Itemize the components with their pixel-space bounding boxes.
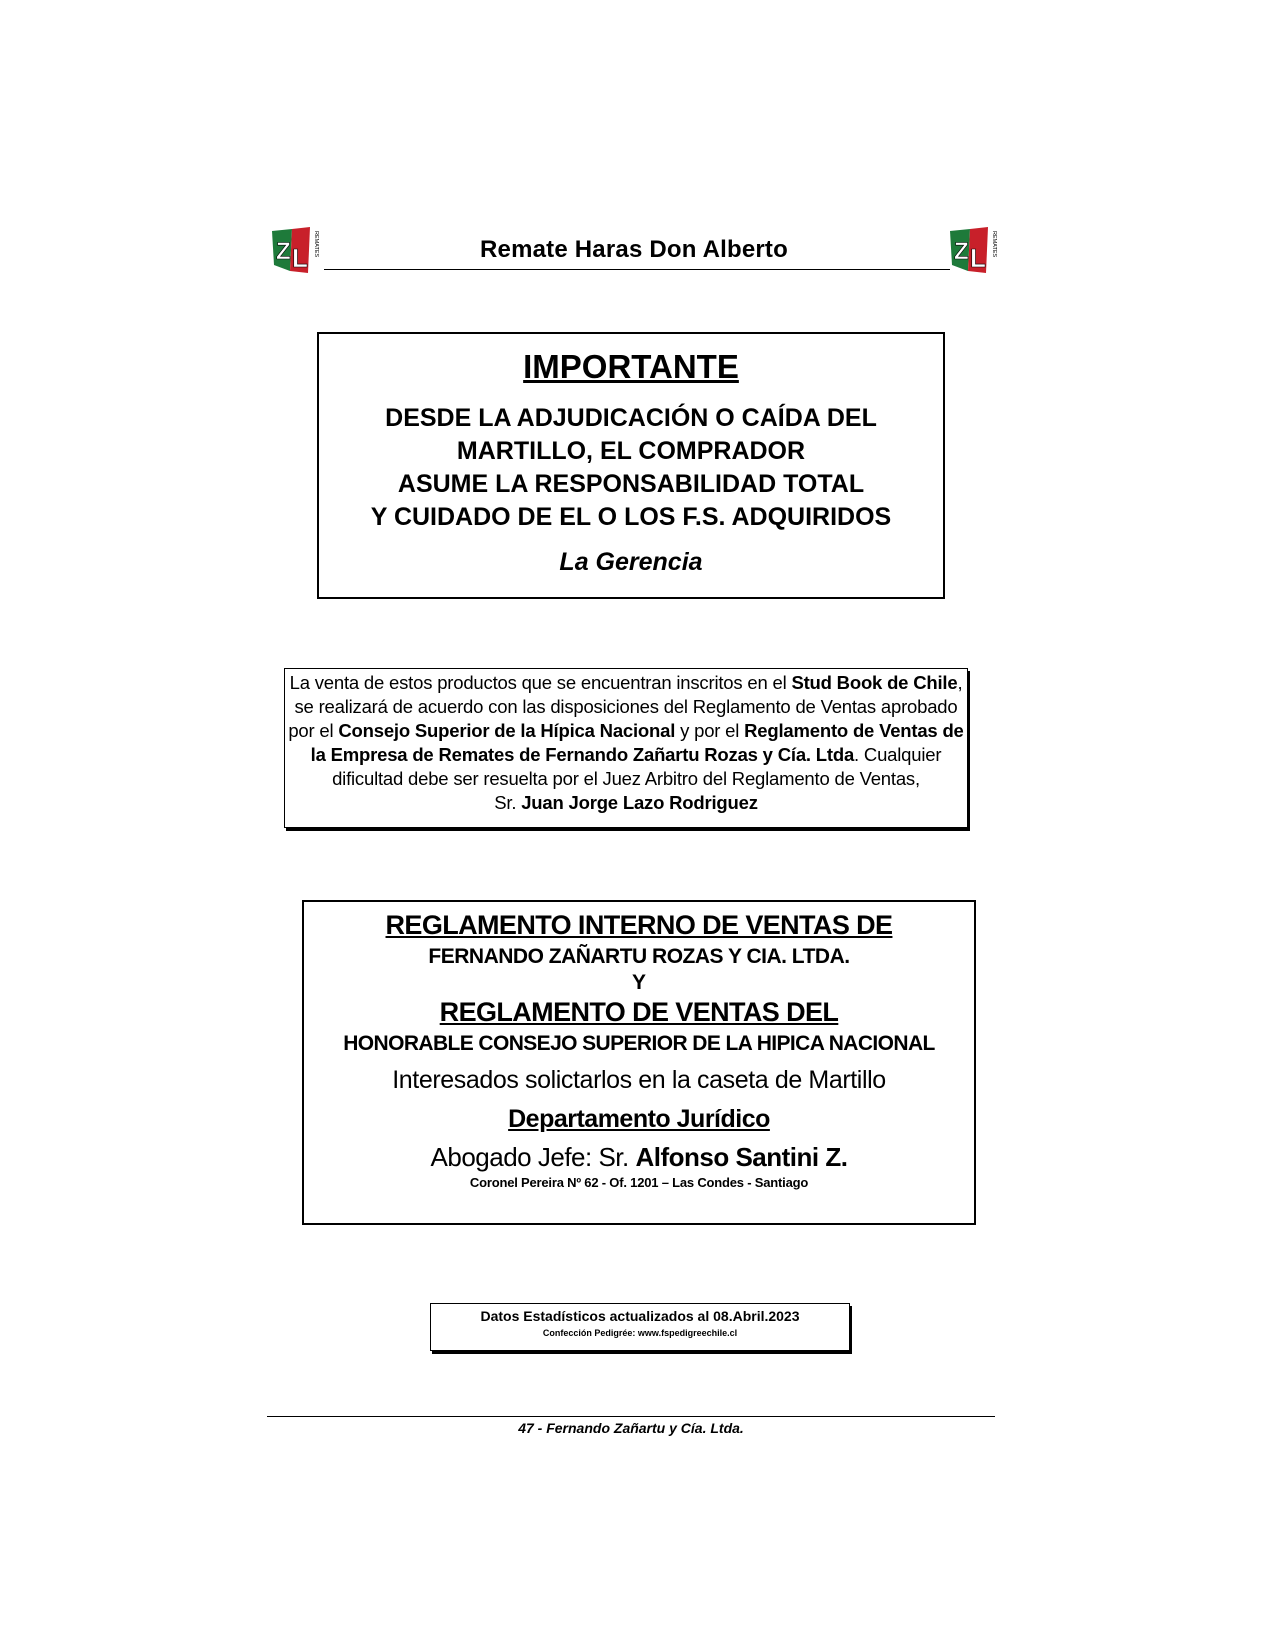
notice-text: Sr. (494, 792, 522, 813)
legal-department-title: Departamento Jurídico (508, 1105, 770, 1133)
important-line: ASUME LA RESPONSABILIDAD TOTAL (397, 470, 865, 498)
pedigree-credit: Confección Pedigrée: www.fspedigreechile.cl (542, 1328, 738, 1338)
regulation-heading-internal: REGLAMENTO INTERNO DE VENTAS DE (385, 910, 893, 940)
notice-text: La venta de estos productos que se encuentran inscritos en el (289, 672, 792, 693)
stats-info-box (430, 1303, 850, 1351)
svg-text:REMATES: REMATES (991, 231, 997, 258)
svg-text:L: L (970, 243, 986, 273)
svg-text:Z: Z (954, 238, 969, 265)
notice-text: , se realizará de acuerdo con las disposiciones del Reglamento de Ventas aprobado por el (288, 672, 963, 741)
page-header-title: Remate Haras Don Alberto (480, 236, 788, 263)
important-notice-box (317, 332, 945, 599)
company-logo-left (270, 225, 324, 275)
notice-text: . Cualquier dificultad debe ser resuelta por el Juez Arbitro del Reglamento de Ventas, (332, 744, 942, 789)
important-signature: La Gerencia (559, 548, 703, 576)
company-name: FERNANDO ZAÑARTU ROZAS Y CIA. LTDA. (428, 945, 850, 968)
company-logo-right (948, 225, 1002, 275)
sale-regulation-notice (284, 668, 968, 828)
important-line: MARTILLO, EL COMPRADOR (456, 437, 806, 465)
notice-bold: Consejo Superior de la Hípica Nacional (338, 720, 676, 741)
office-address: Coronel Pereira Nº 62 - Of. 1201 – Las Condes - Santiago (469, 1175, 809, 1190)
notice-bold: Stud Book de Chile (791, 672, 958, 693)
svg-text:L: L (292, 243, 308, 273)
chief-lawyer (304, 1142, 974, 1173)
svg-text:Z: Z (276, 238, 291, 265)
footer-divider (267, 1416, 995, 1417)
notice-text: y por el (675, 720, 745, 741)
request-instructions: Interesados solictarlos en la caseta de Martillo (392, 1066, 886, 1094)
regulations-box (302, 900, 976, 1225)
important-body (319, 402, 943, 534)
council-name: HONORABLE CONSEJO SUPERIOR DE LA HIPICA NACIONAL (343, 1032, 935, 1055)
important-line: Y CUIDADO DE EL O LOS F.S. ADQUIRIDOS (370, 503, 892, 531)
lawyer-prefix: Abogado Jefe: Sr. (430, 1142, 636, 1172)
page-footer: 47 - Fernando Zañartu y Cía. Ltda. (518, 1420, 744, 1436)
svg-text:REMATES: REMATES (313, 231, 319, 258)
header-divider (324, 269, 950, 270)
notice-bold: Juan Jorge Lazo Rodriguez (521, 792, 758, 813)
conjunction: Y (631, 971, 646, 994)
important-line: DESDE LA ADJUDICACIÓN O CAÍDA DEL (385, 404, 877, 432)
regulation-heading-council: REGLAMENTO DE VENTAS DEL (439, 997, 839, 1027)
stats-updated-date: Datos Estadísticos actualizados al 08.Abril.2023 (480, 1308, 800, 1324)
notice-bold: Reglamento de Ventas de la Empresa de Remates de Fernando Zañartu Rozas y Cía. Ltda (310, 720, 964, 765)
important-title: IMPORTANTE (523, 348, 739, 385)
lawyer-name: Alfonso Santini Z. (635, 1142, 848, 1172)
